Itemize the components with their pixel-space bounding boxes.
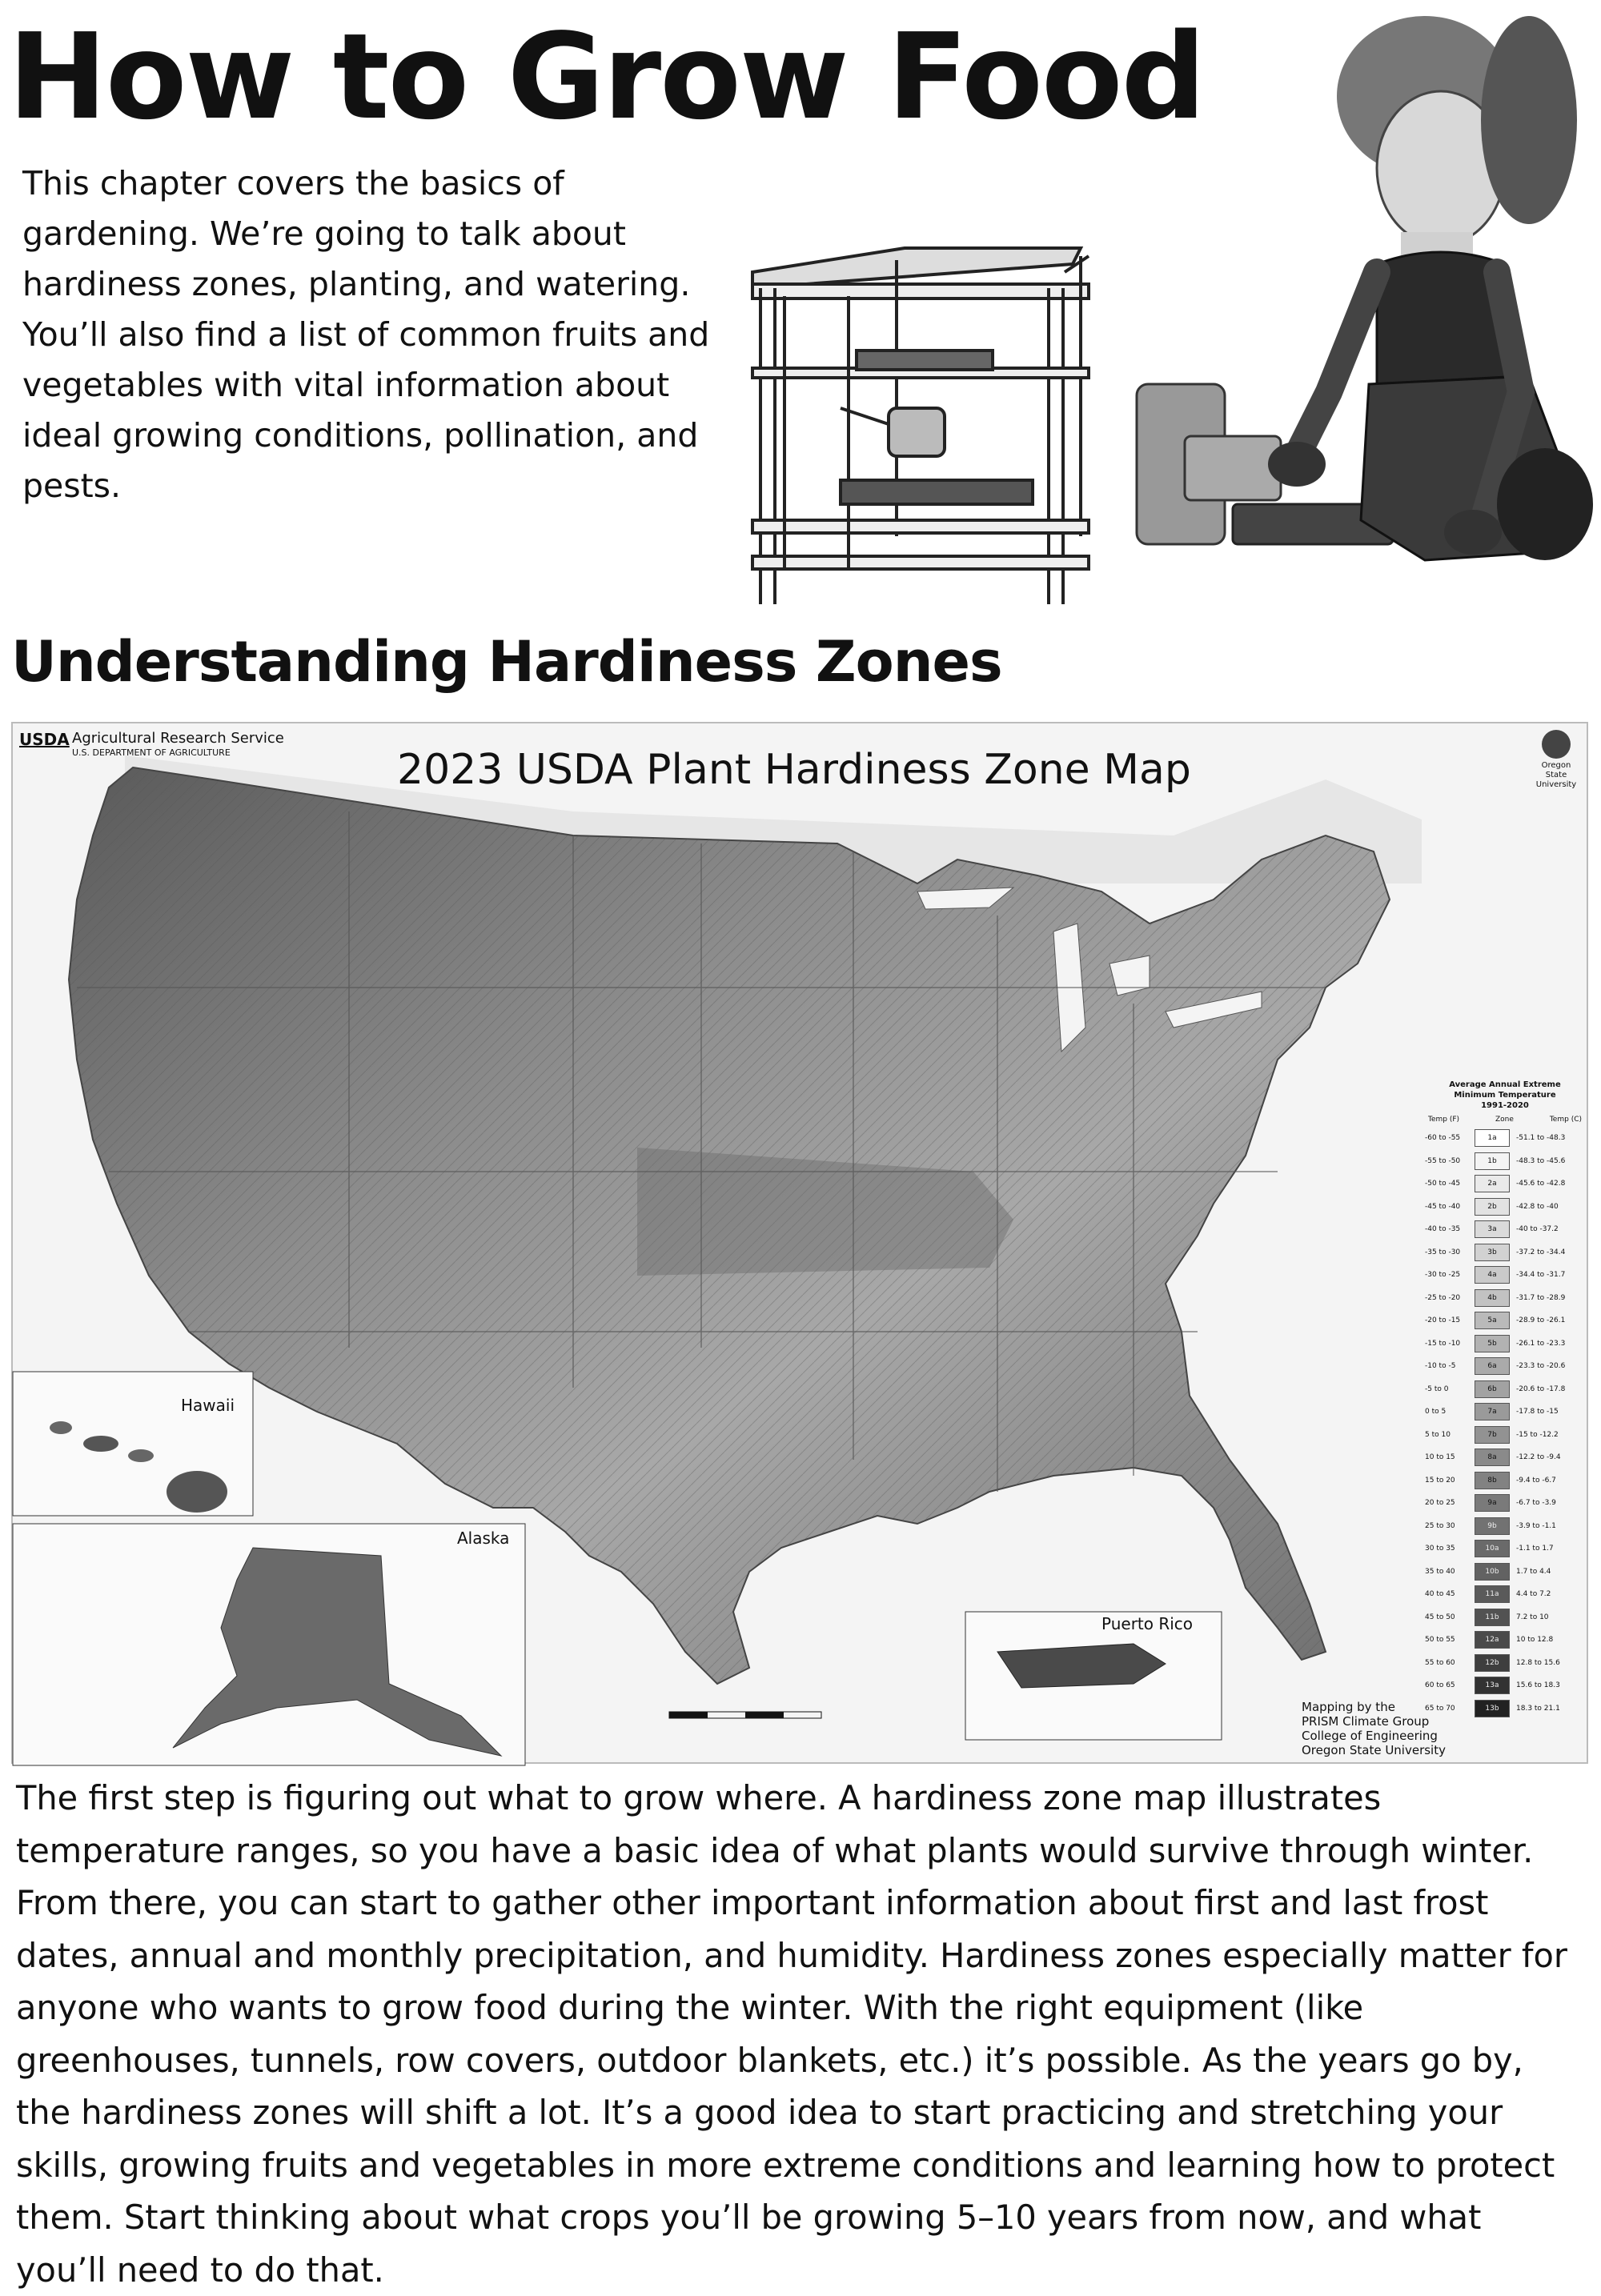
legend-temp-c: -1.1 to 1.7 — [1516, 1545, 1554, 1553]
legend-temp-c: -45.6 to -42.8 — [1516, 1180, 1566, 1188]
legend-zone-swatch: 8a — [1475, 1449, 1510, 1466]
legend-row — [1425, 1652, 1585, 1675]
legend-col-f: Temp (F) — [1428, 1116, 1460, 1124]
legend-zone-swatch: 5a — [1475, 1312, 1510, 1329]
legend-temp-c: -26.1 to -23.3 — [1516, 1339, 1566, 1348]
legend-row — [1425, 1697, 1585, 1721]
legend-temp-c: -48.3 to -45.6 — [1516, 1156, 1566, 1165]
usda-logo: USDA — [19, 730, 70, 749]
legend-row — [1425, 1196, 1585, 1219]
legend-temp-c: -6.7 to -3.9 — [1516, 1499, 1556, 1508]
alaska-label: Alaska — [457, 1529, 510, 1548]
legend-zone-swatch: 6a — [1475, 1357, 1510, 1375]
legend-zone-swatch: 10a — [1475, 1540, 1510, 1557]
credit-line: College of Engineering — [1302, 1729, 1438, 1743]
legend-zone-swatch: 1a — [1475, 1129, 1510, 1147]
legend-zone-swatch: 12b — [1475, 1654, 1510, 1672]
legend-row — [1425, 1674, 1585, 1697]
legend-zone-swatch: 8b — [1475, 1472, 1510, 1489]
legend-row — [1425, 1469, 1585, 1493]
legend-zone-swatch: 4b — [1475, 1289, 1510, 1307]
legend-zone-swatch: 6b — [1475, 1380, 1510, 1398]
legend-temp-f: 60 to 65 — [1425, 1681, 1455, 1690]
map-title: 2023 USDA Plant Hardiness Zone Map — [397, 746, 1191, 794]
legend-heading-line: Average Annual Extreme — [1449, 1080, 1561, 1089]
legend-temp-f: -35 to -30 — [1425, 1248, 1461, 1256]
legend-zone-swatch: 2a — [1475, 1175, 1510, 1192]
legend-temp-f: 25 to 30 — [1425, 1521, 1455, 1530]
legend-zone-swatch: 3b — [1475, 1244, 1510, 1261]
legend-temp-f: 20 to 25 — [1425, 1499, 1455, 1508]
hardiness-zone-map — [11, 722, 1588, 1764]
legend-temp-c: -37.2 to -34.4 — [1516, 1248, 1566, 1256]
legend-temp-f: -25 to -20 — [1425, 1293, 1461, 1302]
legend-temp-f: -40 to -35 — [1425, 1225, 1461, 1234]
legend-row — [1425, 1492, 1585, 1515]
legend-temp-f: -5 to 0 — [1425, 1384, 1449, 1393]
legend-temp-f: -55 to -50 — [1425, 1156, 1461, 1165]
legend-row — [1425, 1583, 1585, 1606]
osu-label: Oregon State University — [1535, 761, 1577, 789]
legend-temp-f: 45 to 50 — [1425, 1613, 1455, 1621]
legend-zone-swatch: 12a — [1475, 1631, 1510, 1649]
legend-zone-swatch: 7b — [1475, 1426, 1510, 1444]
legend-temp-f: 50 to 55 — [1425, 1636, 1455, 1645]
legend-temp-c: -20.6 to -17.8 — [1516, 1384, 1566, 1393]
legend-temp-c: -15 to -12.2 — [1516, 1430, 1559, 1439]
legend-col-c: Temp (C) — [1549, 1116, 1582, 1124]
legend-temp-c: 1.7 to 4.4 — [1516, 1567, 1551, 1576]
legend-zone-swatch: 9a — [1475, 1494, 1510, 1512]
legend-temp-c: -17.8 to -15 — [1516, 1408, 1559, 1416]
legend-zone-swatch: 9b — [1475, 1517, 1510, 1535]
section-heading: Understanding Hardiness Zones — [11, 629, 1002, 695]
legend-temp-f: -45 to -40 — [1425, 1202, 1461, 1211]
legend-row — [1425, 1378, 1585, 1401]
legend-zone-swatch: 1b — [1475, 1152, 1510, 1170]
legend-temp-f: 15 to 20 — [1425, 1476, 1455, 1485]
legend-temp-c: -23.3 to -20.6 — [1516, 1362, 1566, 1371]
legend-temp-c: 18.3 to 21.1 — [1516, 1704, 1560, 1713]
page-title: How to Grow Food — [8, 8, 1205, 146]
legend-zone-swatch: 11b — [1475, 1609, 1510, 1626]
credit-line: PRISM Climate Group — [1302, 1714, 1430, 1729]
body-paragraph: The first step is figuring out what to grow where. A hardiness zone map illustrates temperature ranges, so you have a basic idea of what plants would survive through winter. From there, you can start to gather other important information about first and last frost dates, annual and monthly precipitation, and humidity. Hardiness zones especially matter for anyone who wants to grow food during the winter. With the right equipment (like greenhouses, tunnels, row covers, outdoor blankets, etc.) it’s possible. As the years go by, the hardiness zones will shift a lot. It’s a good idea to start practicing and stretching your skills, growing fruits and vegetables in more extreme conditions and learning how to protect them. Start thinking about what crops you’ll be growing 5–10 years from now, and what you’ll need to do that. — [16, 1778, 1567, 2290]
legend-zone-swatch: 10b — [1475, 1563, 1510, 1581]
legend-row — [1425, 1127, 1585, 1150]
legend-row — [1425, 1150, 1585, 1173]
legend-temp-c: 15.6 to 18.3 — [1516, 1681, 1560, 1690]
legend-temp-f: -60 to -55 — [1425, 1134, 1461, 1143]
legend-temp-c: -34.4 to -31.7 — [1516, 1271, 1566, 1280]
legend-temp-f: 40 to 45 — [1425, 1590, 1455, 1599]
legend-temp-c: 7.2 to 10 — [1516, 1613, 1549, 1621]
legend-row — [1425, 1355, 1585, 1378]
legend-row — [1425, 1264, 1585, 1287]
legend-temp-c: -40 to -37.2 — [1516, 1225, 1559, 1234]
credit-line: Mapping by the — [1302, 1700, 1395, 1714]
legend-row — [1425, 1241, 1585, 1264]
legend-heading-line: 1991-2020 — [1481, 1101, 1529, 1110]
legend-temp-f: -15 to -10 — [1425, 1339, 1461, 1348]
legend-row — [1425, 1332, 1585, 1356]
legend-row — [1425, 1606, 1585, 1629]
legend-temp-f: 65 to 70 — [1425, 1704, 1455, 1713]
legend-zone-swatch: 7a — [1475, 1403, 1510, 1420]
gardener-illustration — [736, 8, 1597, 616]
legend-zone-swatch: 13a — [1475, 1677, 1510, 1694]
legend-row — [1425, 1629, 1585, 1652]
map-terrain — [13, 723, 1590, 1765]
hawaii-label: Hawaii — [181, 1396, 235, 1415]
legend-temp-f: -10 to -5 — [1425, 1362, 1456, 1371]
legend-row — [1425, 1561, 1585, 1584]
legend-heading-line: Minimum Temperature — [1454, 1091, 1556, 1100]
legend-heading — [1425, 1080, 1585, 1111]
legend-row — [1425, 1309, 1585, 1332]
credit-line: Oregon State University — [1302, 1743, 1446, 1757]
legend-temp-c: 12.8 to 15.6 — [1516, 1658, 1560, 1667]
legend-temp-f: -50 to -45 — [1425, 1180, 1461, 1188]
legend-zone-swatch: 4a — [1475, 1266, 1510, 1284]
legend-zone-swatch: 5b — [1475, 1335, 1510, 1352]
legend-temp-f: -30 to -25 — [1425, 1271, 1461, 1280]
legend-col-zone: Zone — [1495, 1116, 1514, 1124]
legend-row — [1425, 1172, 1585, 1196]
legend-temp-f: 30 to 35 — [1425, 1545, 1455, 1553]
legend-temp-c: 10 to 12.8 — [1516, 1636, 1554, 1645]
intro-paragraph: This chapter covers the basics of gardening. We’re going to talk about hardiness zones, planting, and watering. You’ll also find a list of common fruits and vegetables with vital information about ideal growing conditions, pollination, and pests. — [22, 164, 710, 505]
legend-temp-f: 35 to 40 — [1425, 1567, 1455, 1576]
legend-row — [1425, 1537, 1585, 1561]
legend-temp-f: 55 to 60 — [1425, 1658, 1455, 1667]
legend-temp-c: -31.7 to -28.9 — [1516, 1293, 1566, 1302]
legend-zone-swatch: 13b — [1475, 1700, 1510, 1717]
legend-temp-f: 10 to 15 — [1425, 1453, 1455, 1462]
osu-seal — [1532, 730, 1580, 790]
osu-seal-icon — [1542, 730, 1571, 759]
legend-row — [1425, 1446, 1585, 1469]
legend-row — [1425, 1218, 1585, 1241]
legend-temp-c: 4.4 to 7.2 — [1516, 1590, 1551, 1599]
legend-row — [1425, 1515, 1585, 1538]
legend-temp-c: -51.1 to -48.3 — [1516, 1134, 1566, 1143]
agency-name: Agricultural Research Service — [72, 730, 284, 747]
zone-legend — [1425, 1080, 1585, 1720]
legend-zone-swatch: 2b — [1475, 1198, 1510, 1216]
legend-temp-f: -20 to -15 — [1425, 1316, 1461, 1325]
map-credit — [1302, 1700, 1446, 1757]
puerto-rico-label: Puerto Rico — [1101, 1614, 1194, 1633]
legend-temp-f: 5 to 10 — [1425, 1430, 1451, 1439]
legend-rows — [1425, 1127, 1585, 1720]
legend-row — [1425, 1424, 1585, 1447]
legend-temp-c: -12.2 to -9.4 — [1516, 1453, 1561, 1462]
department-name: U.S. DEPARTMENT OF AGRICULTURE — [72, 747, 231, 758]
legend-temp-c: -9.4 to -6.7 — [1516, 1476, 1556, 1485]
legend-temp-c: -42.8 to -40 — [1516, 1202, 1559, 1211]
legend-row — [1425, 1287, 1585, 1310]
legend-temp-c: -3.9 to -1.1 — [1516, 1521, 1556, 1530]
legend-columns — [1425, 1116, 1585, 1124]
legend-row — [1425, 1400, 1585, 1424]
legend-zone-swatch: 11a — [1475, 1585, 1510, 1603]
legend-temp-f: 0 to 5 — [1425, 1408, 1447, 1416]
legend-temp-c: -28.9 to -26.1 — [1516, 1316, 1566, 1325]
legend-zone-swatch: 3a — [1475, 1220, 1510, 1238]
